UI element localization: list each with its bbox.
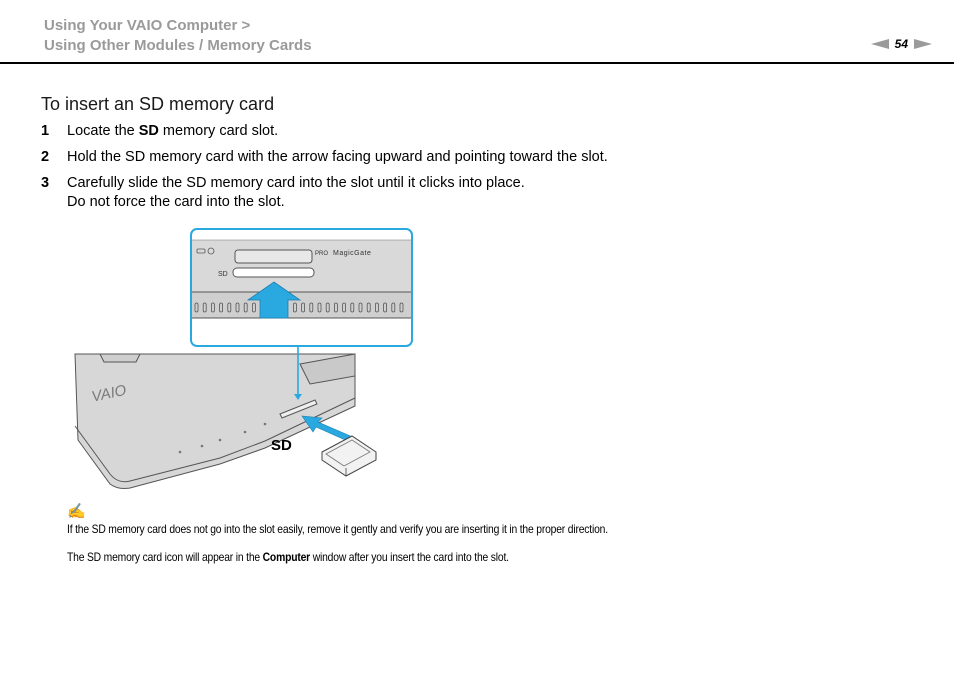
- section-title: To insert an SD memory card: [41, 94, 275, 114]
- note-text-2-bold: Computer: [262, 550, 311, 564]
- sd-card-label: SD: [271, 437, 292, 454]
- step-list: [41, 122, 921, 219]
- step-item: [41, 122, 921, 141]
- step-number: 2: [41, 149, 50, 165]
- step-subtext: Do not force the card into the slot.: [67, 194, 285, 210]
- step-item: [41, 174, 921, 212]
- step-text: Carefully slide the SD memory card into the slot until it clicks into place.: [67, 175, 525, 191]
- page-navigation: [871, 37, 932, 51]
- sd-slot: [233, 268, 314, 277]
- breadcrumb: [44, 16, 312, 56]
- page-number: 54: [894, 37, 908, 51]
- step-text: [67, 122, 921, 141]
- note-text-1: If the SD memory card does not go into the slot easily, remove it gently and verify you are inserting it in the proper direction.: [67, 522, 608, 536]
- vaio-logo: VAIO: [90, 381, 128, 406]
- sd-card-icon: [322, 436, 376, 476]
- note-pencil-icon: ✍: [67, 503, 86, 520]
- pro-label: PRO: [315, 251, 329, 257]
- note-text-2-post: window after you insert the card into the slot.: [310, 550, 509, 564]
- slot-closeup-panel: [191, 229, 412, 346]
- magicgate-label: MagicGate: [333, 250, 372, 257]
- header-divider: [0, 62, 954, 64]
- next-page-arrow-icon[interactable]: [914, 39, 932, 49]
- previous-page-arrow-icon[interactable]: [871, 39, 889, 49]
- memory-stick-slot: [235, 250, 312, 263]
- step-item: [41, 148, 921, 167]
- note-text-2-pre: The SD memory card icon will appear in the: [67, 550, 263, 564]
- note-section: [67, 504, 927, 565]
- step-text: Hold the SD memory card with the arrow facing upward and pointing toward the slot.: [67, 149, 608, 165]
- breadcrumb-line-2: Using Other Modules / Memory Cards: [44, 37, 312, 54]
- step-text-bold: SD: [138, 123, 159, 139]
- sd-slot-label: SD: [218, 271, 228, 278]
- step-number: 1: [41, 123, 50, 139]
- step-number: 3: [41, 175, 50, 191]
- note-text-2: [67, 549, 807, 565]
- step-text-post: memory card slot.: [158, 123, 279, 139]
- sd-card-insertion-illustration: [70, 226, 420, 492]
- breadcrumb-line-1: Using Your VAIO Computer >: [44, 17, 251, 34]
- step-text-pre: Locate the: [67, 123, 139, 139]
